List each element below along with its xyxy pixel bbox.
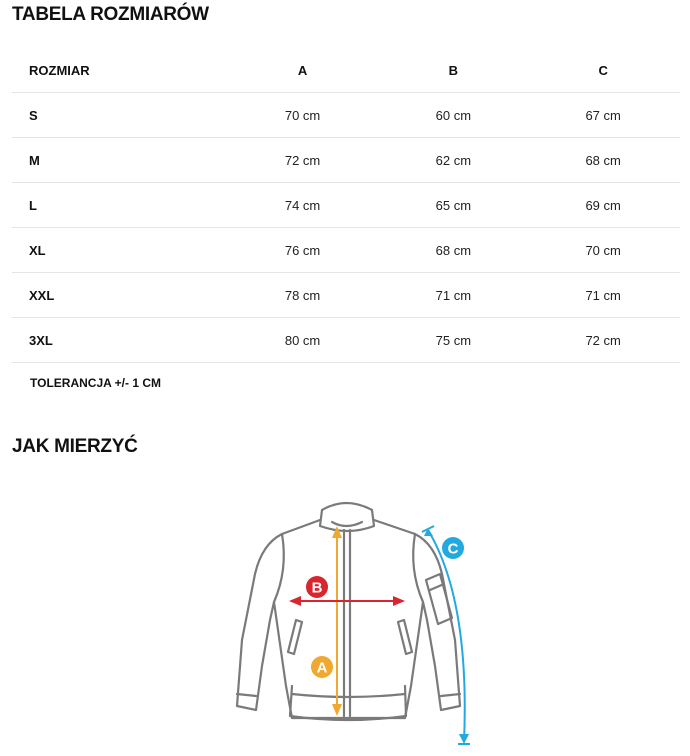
c-cell: 67 cm bbox=[526, 93, 680, 138]
header-c: C bbox=[526, 48, 680, 93]
b-cell: 60 cm bbox=[380, 93, 526, 138]
measure-line-a bbox=[311, 526, 342, 716]
size-cell: S bbox=[12, 93, 225, 138]
measure-title: JAK MIERZYĆ bbox=[12, 436, 138, 457]
size-table-header-row bbox=[12, 48, 680, 93]
size-row-l bbox=[12, 183, 680, 228]
jacket-right-cuff bbox=[441, 694, 460, 696]
c-cell: 70 cm bbox=[526, 228, 680, 273]
size-row-3xl bbox=[12, 318, 680, 363]
header-size: ROZMIAR bbox=[12, 48, 225, 93]
jacket-sleeve-pocket bbox=[426, 574, 452, 624]
b-cell: 71 cm bbox=[380, 273, 526, 318]
b-cell: 65 cm bbox=[380, 183, 526, 228]
b-cell: 68 cm bbox=[380, 228, 526, 273]
c-cell: 71 cm bbox=[526, 273, 680, 318]
size-table-title: TABELA ROZMIARÓW bbox=[12, 4, 209, 25]
size-cell: XXL bbox=[12, 273, 225, 318]
jacket-illustration bbox=[0, 470, 690, 756]
size-row-m bbox=[12, 138, 680, 183]
size-table bbox=[12, 48, 680, 363]
size-row-xxl bbox=[12, 273, 680, 318]
size-cell: L bbox=[12, 183, 225, 228]
b-cell: 62 cm bbox=[380, 138, 526, 183]
marker-a-label: A bbox=[316, 659, 328, 677]
tolerance-note: TOLERANCJA +/- 1 CM bbox=[30, 376, 162, 390]
size-row-xl bbox=[12, 228, 680, 273]
a-cell: 74 cm bbox=[225, 183, 381, 228]
a-cell: 76 cm bbox=[225, 228, 381, 273]
marker-b-label: B bbox=[311, 579, 323, 597]
c-cell: 68 cm bbox=[526, 138, 680, 183]
size-row-s bbox=[12, 93, 680, 138]
jacket-zipper bbox=[344, 530, 350, 716]
b-cell: 75 cm bbox=[380, 318, 526, 363]
jacket-left-cuff bbox=[237, 694, 256, 696]
jacket-left-pocket bbox=[288, 620, 302, 654]
jacket-right-pocket bbox=[398, 620, 412, 654]
c-cell: 72 cm bbox=[526, 318, 680, 363]
marker-c-label: C bbox=[447, 540, 459, 558]
a-cell: 78 cm bbox=[225, 273, 381, 318]
a-cell: 70 cm bbox=[225, 93, 381, 138]
header-a: A bbox=[225, 48, 381, 93]
a-cell: 80 cm bbox=[225, 318, 381, 363]
jacket-body bbox=[237, 520, 460, 718]
c-cell: 69 cm bbox=[526, 183, 680, 228]
header-b: B bbox=[380, 48, 526, 93]
measure-line-b bbox=[289, 576, 405, 606]
a-cell: 72 cm bbox=[225, 138, 381, 183]
size-cell: M bbox=[12, 138, 225, 183]
size-cell: 3XL bbox=[12, 318, 225, 363]
jacket-waistband bbox=[290, 686, 406, 720]
size-cell: XL bbox=[12, 228, 225, 273]
